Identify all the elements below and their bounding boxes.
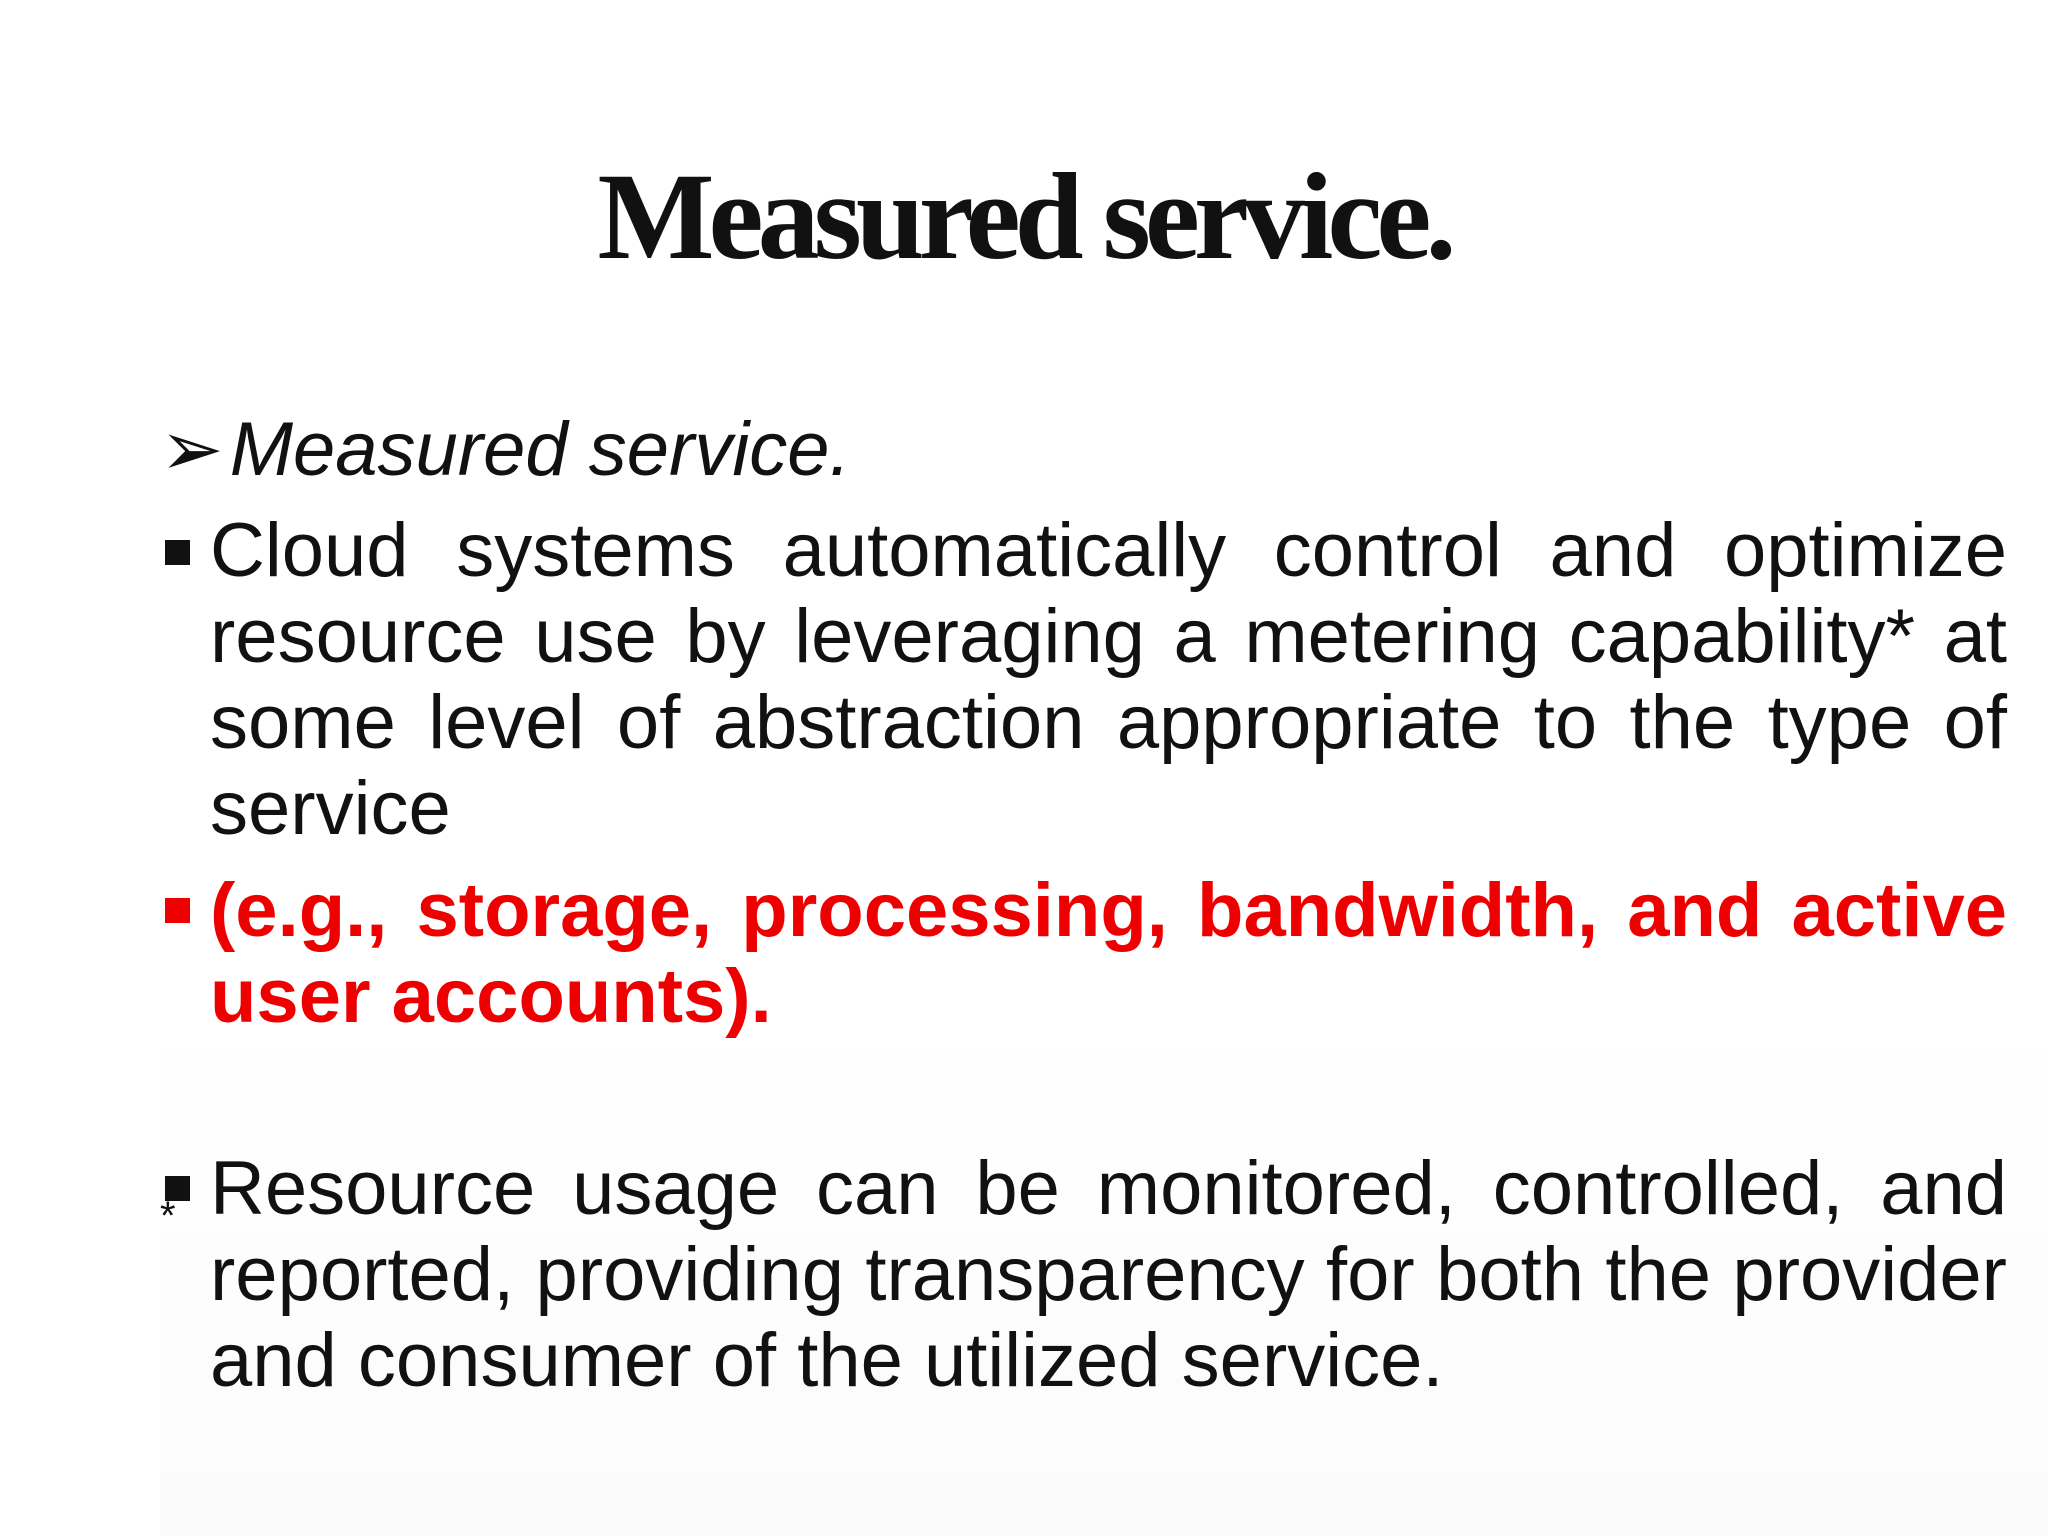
section-heading xyxy=(160,408,851,492)
bullet-text: Resource usage can be monitored, controlled, and reported, providing transparency for both the provider and consumer of the utilized service. xyxy=(210,1146,2007,1403)
bullet-text-highlight: (e.g., storage, processing, bandwidth, and active user accounts). xyxy=(210,868,2007,1039)
footnote-mark: * xyxy=(160,1194,176,1238)
bullet-text: Cloud systems automatically control and optimize resource use by leveraging a metering capability* at some level of abstraction appropriate to the type of service xyxy=(210,508,2007,851)
square-bullet-icon xyxy=(165,898,190,923)
square-bullet-icon xyxy=(165,540,190,565)
slide-title: Measured service. xyxy=(597,148,1451,285)
arrowhead-icon: ➢ xyxy=(160,407,224,492)
section-heading-text: Measured service. xyxy=(229,407,851,492)
